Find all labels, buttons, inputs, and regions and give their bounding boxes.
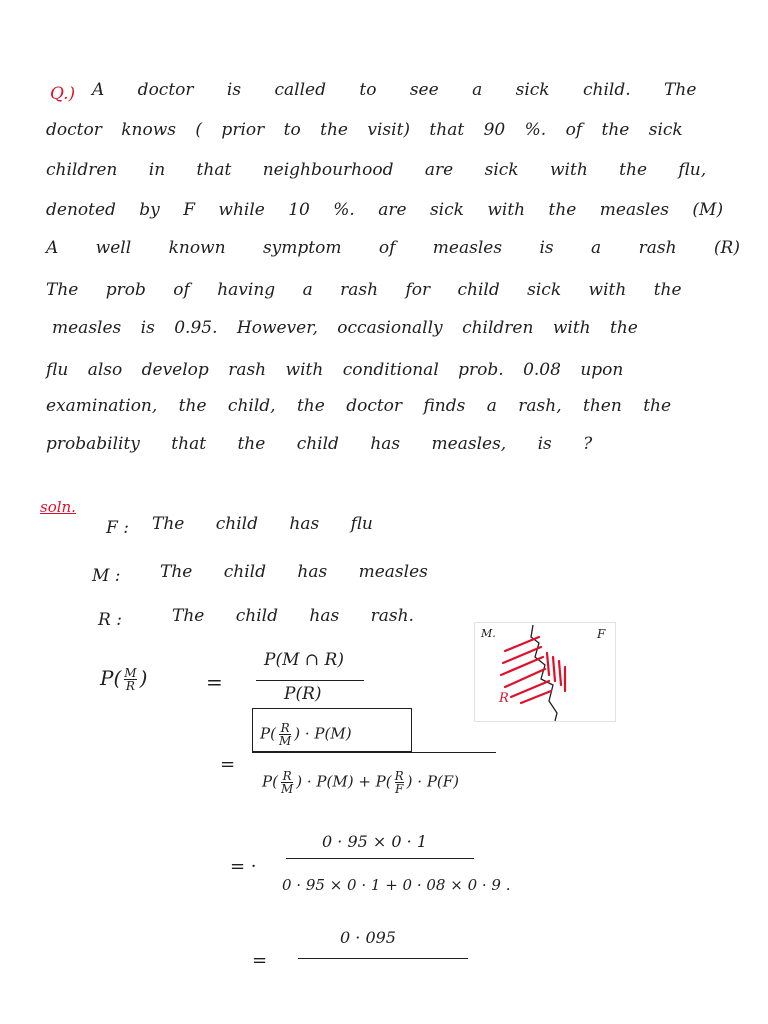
step2-den-f1-d: M [280, 782, 294, 796]
question-line-1: A doctor is called to see a sick child. The [92, 80, 697, 100]
step2-denominator [262, 770, 459, 795]
def-sym-rash: R : [98, 610, 122, 630]
question-line-2: doctor knows ( prior to the visit) that 90 %. of the sick [46, 120, 683, 140]
def-sym-measles: M : [92, 566, 121, 586]
equals-2: = [220, 754, 236, 775]
equals-4: = [252, 950, 268, 971]
step2-num-frac-n: R [280, 721, 290, 735]
equals-3: = · [230, 856, 257, 877]
diagram-label-flu: F [597, 627, 606, 641]
step2-den-f1-n: R [282, 769, 292, 783]
step3-denominator: 0 · 95 × 0 · 1 + 0 · 08 × 0 · 9 . [282, 876, 511, 894]
step2-fraction-bar [252, 752, 496, 753]
step3-fraction-bar [286, 858, 474, 859]
diagram-label-rash: R [499, 691, 509, 706]
step2-den-fraction-1 [281, 770, 293, 795]
solution-label: soln. [40, 498, 76, 516]
lhs-p: P( [100, 666, 122, 690]
step2-den-fraction-2 [395, 770, 404, 795]
question-line-3: children in that neighbourhood are sick with the flu, [46, 160, 707, 180]
def-text-flu: The child has flu [152, 514, 373, 534]
step2-den-end: ) · P(F) [406, 772, 460, 791]
step2-den-f2-d: F [394, 782, 404, 796]
step4-numerator: 0 · 095 [340, 928, 396, 947]
step1-numerator: P(M ∩ R) [264, 650, 344, 670]
question-line-9: examination, the child, the doctor finds a rash, then the [46, 396, 672, 416]
equals-1: = [206, 670, 223, 694]
step4-fraction-bar [298, 958, 468, 959]
step1-denominator: P(R) [284, 684, 322, 704]
step2-num-fraction [279, 722, 291, 747]
step2-numerator [260, 722, 352, 747]
diagram-label-measles: M. [481, 627, 496, 640]
rash-hatching [501, 637, 565, 703]
rash-diagram [474, 622, 616, 722]
lhs-fraction [124, 667, 136, 692]
step2-den-f2-n: R [394, 769, 404, 783]
question-line-10: probability that the child has measles, is ? [46, 434, 593, 454]
lhs-expression [100, 666, 147, 692]
lhs-den: R [125, 679, 135, 693]
diagram-drawing [475, 623, 615, 721]
question-line-6: The prob of having a rash for child sick with the [46, 280, 682, 300]
step1-fraction-bar [256, 680, 364, 681]
lhs-close: ) [139, 666, 148, 690]
step2-den-p1: P( [262, 772, 278, 791]
step2-den-mid: ) · P(M) + P( [296, 772, 392, 791]
def-text-measles: The child has measles [160, 562, 428, 582]
question-line-5: A well known symptom of measles is a rash (R) [46, 238, 740, 258]
lhs-num: M [124, 666, 137, 680]
question-line-7: measles is 0.95. However, occasionally children with the [52, 318, 638, 338]
question-marker: Q.) [50, 84, 76, 104]
step3-numerator: 0 · 95 × 0 · 1 [322, 832, 427, 851]
def-sym-flu: F : [106, 518, 129, 538]
question-line-8: flu also develop rash with conditional prob. 0.08 upon [46, 360, 624, 380]
def-text-rash: The child has rash. [172, 606, 414, 626]
question-line-4: denoted by F while 10 %. are sick with the measles (M) [46, 200, 724, 220]
step2-num-rest: ) · P(M) [294, 724, 352, 743]
step2-num-p: P( [260, 724, 276, 743]
step2-num-frac-d: M [278, 734, 292, 748]
